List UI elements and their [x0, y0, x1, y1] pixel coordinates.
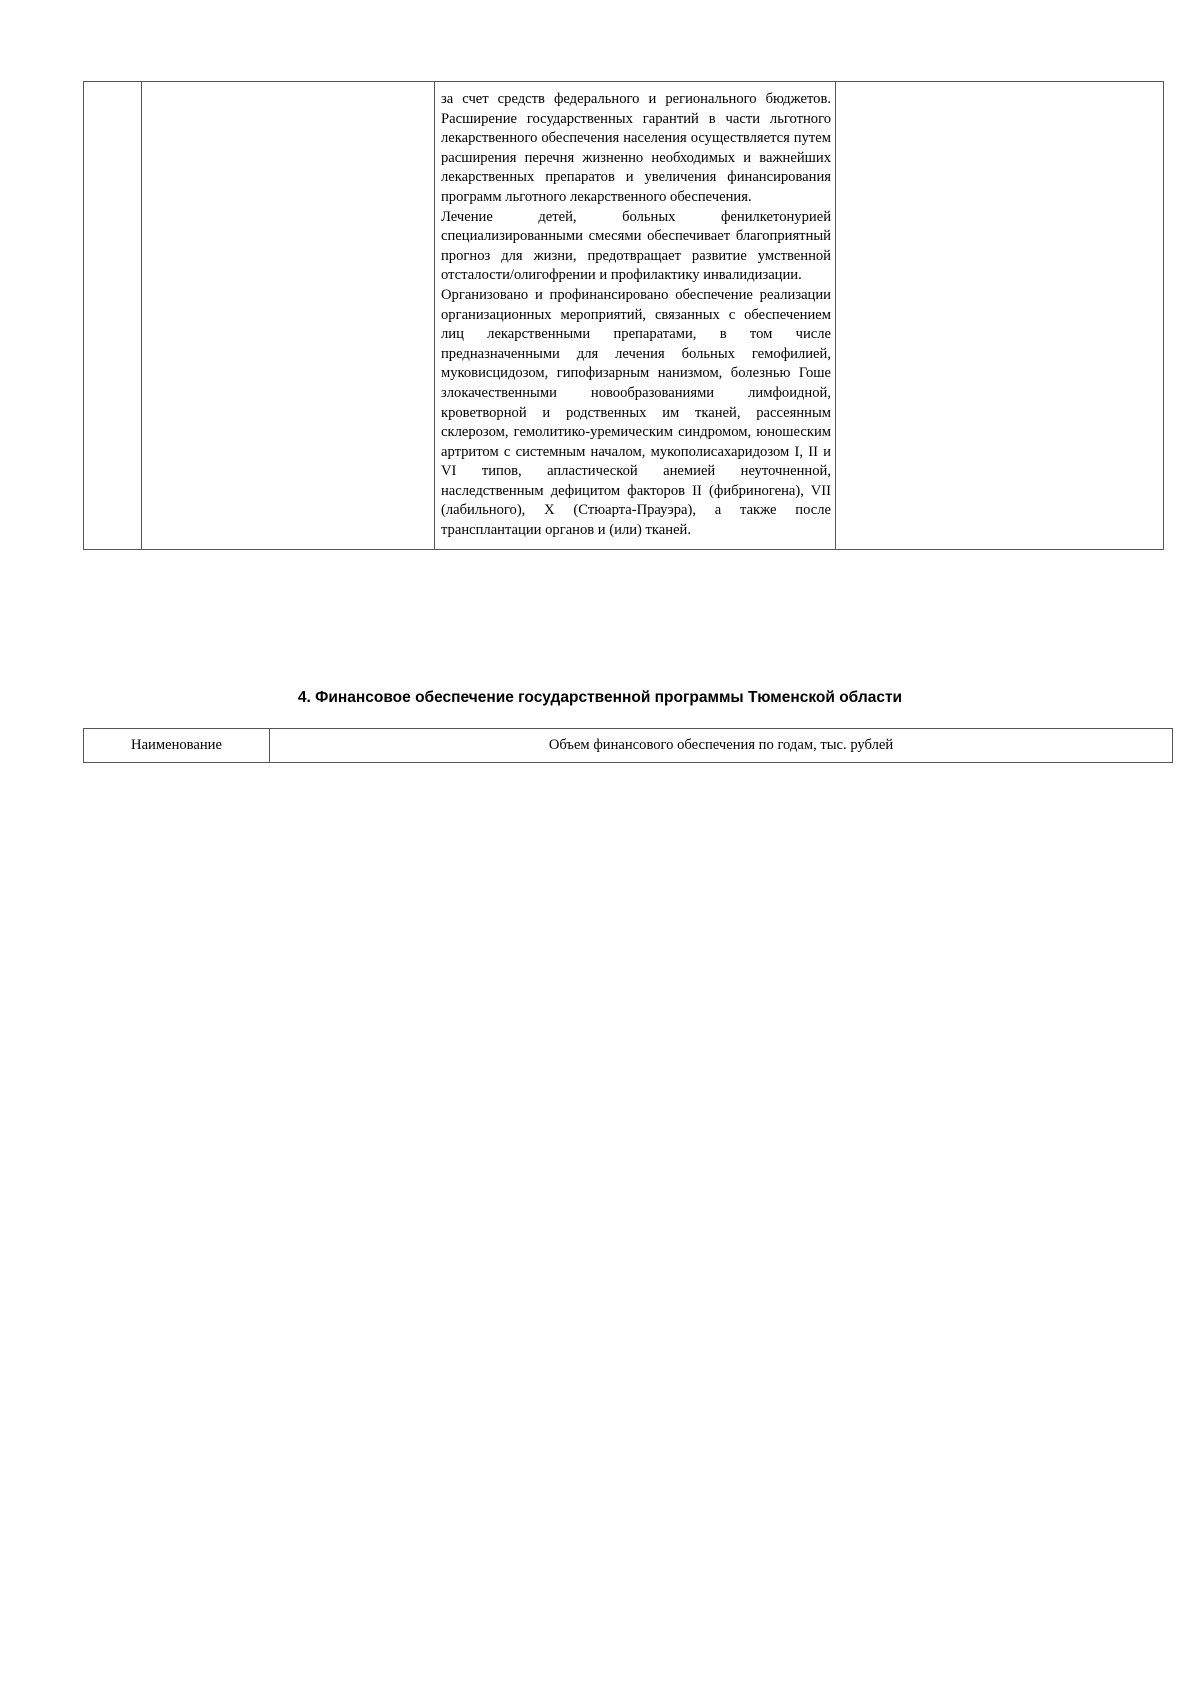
header-volume-cell: Объем финансового обеспечения по годам, тыс. рублей	[270, 729, 1173, 763]
notes-cell	[836, 82, 1164, 550]
description-paragraph: Лечение детей, больных фенилкетонурией специализированными смесями обеспечивает благоприятный прогноз для жизни, предотвращает развитие умственной отсталости/олигофрении и профилактику инвалидизации.	[441, 208, 831, 284]
financing-table	[83, 728, 1173, 763]
table-row	[84, 82, 1164, 550]
name-cell	[142, 82, 435, 550]
description-cell	[435, 82, 836, 550]
results-table-continuation	[83, 81, 1164, 550]
description-paragraph: за счет средств федерального и регионального бюджетов. Расширение государственных гарантий в части льготного лекарственного обеспечения населения осуществляется путем расширения перечня жизненно необходимых и важнейших лекарственных препаратов и увеличения финансирования программ льготного лекарственного обеспечения.	[441, 91, 831, 205]
header-name-cell: Наименование	[84, 729, 270, 763]
description-paragraph: Организовано и профинансировано обеспечение реализации организационных мероприятий, связанных с обеспечением лиц лекарственными препаратами, в том числе предназначенными для лечения больных гемофилией, муковисцидозом, гипофизарным нанизмом, болезнью Гоше злокачественными новообразованиями лимфоидной, кроветворной и родственных им тканей, рассеянным склерозом, гемолитико-уремическим синдромом, юношеским артритом с системным началом, мукополисахаридозом I, II и VI типов, апластической анемией неуточненной, наследственным дефицитом факторов II (фибриногена), VII (лабильного), X (Стюарта-Прауэра), а также после трансплантации органов и (или) тканей.	[441, 286, 831, 539]
row-number-cell	[84, 82, 142, 550]
section-heading: 4. Финансовое обеспечение государственной программы Тюменской области	[297, 689, 903, 706]
table-header-row	[84, 729, 1173, 763]
